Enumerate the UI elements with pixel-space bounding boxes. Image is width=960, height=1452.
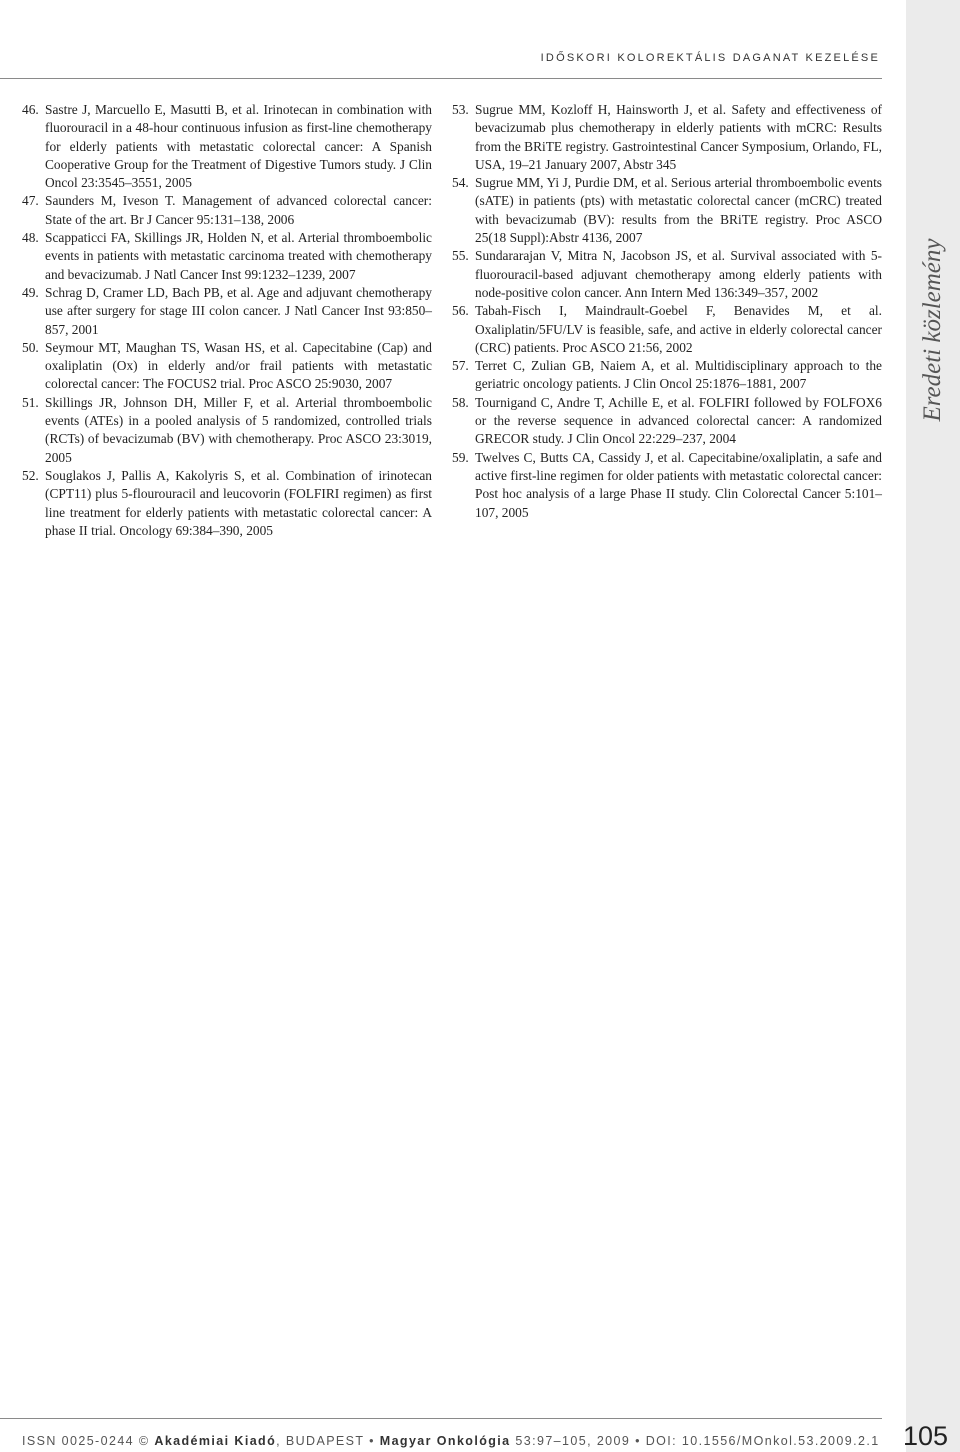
reference-number: 54.: [452, 175, 469, 191]
reference-number: 56.: [452, 303, 469, 319]
reference-text: Sastre J, Marcuello E, Masutti B, et al. Irinotecan in combination with fluorouracil in a 48-hour continuous infusion as first-line chemotherapy for elderly patients with metastatic colorectal cancer: A Spanish Cooperative Group for the Treatment of Digestive Tumors study. J Clin Oncol 23:3545–3551, 2005: [45, 102, 432, 191]
reference-text: Scappaticci FA, Skillings JR, Holden N, et al. Arterial thromboembolic events in patients with metastatic carcinoma treated with chemotherapy and bevacizumab. J Natl Cancer Inst 99:1232–1239, 2007: [45, 230, 432, 282]
reference-number: 46.: [22, 102, 39, 117]
reference-text: Sugrue MM, Yi J, Purdie DM, et al. Serious arterial thromboembolic events (sATE) in patients (pts) with metastatic colorectal cancer (mCRC) treated with bevacizumab (BV): results from the BRiTE registry. Proc ASCO 25(18 Suppl):Abstr 4136, 2007: [475, 175, 882, 246]
header-divider: [0, 78, 882, 79]
references-left-column: [22, 101, 432, 540]
reference-number: 51.: [22, 394, 39, 410]
reference-text: Skillings JR, Johnson DH, Miller F, et al. Arterial thromboembolic events (ATEs) in a pooled analysis of 5 randomized, controlled trials (RCTs) of bevacizumab (BV) with chemotherapy. Proc ASCO 23:3019, 2005: [45, 394, 432, 465]
reference-number: 57.: [452, 358, 469, 374]
city: , BUDAPEST •: [276, 1434, 375, 1448]
reference-number: 49.: [22, 284, 39, 300]
reference-text: Souglakos J, Pallis A, Kakolyris S, et al. Combination of irinotecan (CPT11) plus 5-flourouracil and leucovorin (FOLFIRI regimen) as first line treatment for elderly patients with metastatic colorectal cancer: A phase II trial. Oncology 69:384–390, 2005: [45, 467, 432, 538]
reference-item: [452, 247, 882, 302]
footer-divider: [0, 1418, 882, 1419]
reference-item: [452, 394, 882, 449]
reference-number: 48.: [22, 230, 39, 246]
reference-text: Tournigand C, Andre T, Achille E, et al. FOLFIRI followed by FOLFOX6 or the reverse sequence in advanced colorectal cancer: A randomized GRECOR study. J Clin Oncol 22:229–237, 2004: [475, 394, 882, 447]
section-label: Eredeti közlemény: [919, 238, 946, 422]
reference-item: [452, 174, 882, 247]
reference-text: Terret C, Zulian GB, Naiem A, et al. Multidisciplinary approach to the geriatric oncology patients. J Clin Oncol 25:1876–1881, 2007: [475, 358, 882, 392]
references-right-column: [452, 101, 882, 522]
reference-number: 53.: [452, 102, 469, 117]
reference-number: 47.: [22, 193, 39, 209]
reference-number: 59.: [452, 449, 469, 465]
reference-number: 52.: [22, 467, 39, 483]
publisher: Akadémiai Kiadó: [154, 1434, 277, 1448]
reference-number: 55.: [452, 248, 469, 264]
reference-text: Seymour MT, Maughan TS, Wasan HS, et al. Capecitabine (Cap) and oxaliplatin (Ox) in elderly and/or frail patients with metastatic colorectal cancer: The FOCUS2 trial. Proc ASCO 25:9030, 2007: [45, 339, 432, 392]
reference-text: Sundararajan V, Mitra N, Jacobson JS, et al. Survival associated with 5-fluorouracil-based adjuvant chemotherapy among elderly patients with node-positive colon cancer. Ann Intern Med 136:349–357, 2002: [475, 248, 882, 300]
reference-item: [452, 449, 882, 522]
reference-text: Twelves C, Butts CA, Cassidy J, et al. Capecitabine/oxaliplatin, a safe and active first-line regimen for older patients with metastatic colorectal cancer: Post hoc analysis of a large Phase II study. Clin Colorectal Cancer 5:101–107, 2005: [475, 449, 882, 520]
reference-item: [452, 357, 882, 394]
reference-item: [22, 339, 432, 394]
reference-item: [22, 284, 432, 339]
reference-item: [22, 101, 432, 192]
reference-text: Sugrue MM, Kozloff H, Hainsworth J, et al. Safety and effectiveness of bevacizumab plus chemotherapy in elderly patients with mCRC: Results from the BRiTE registry. Gastrointestinal Cancer Symposium, Orlando, FL, USA, 19–21 January 2007, Abstr 345: [475, 102, 882, 172]
side-tab: [906, 0, 960, 1452]
reference-item: [22, 229, 432, 284]
issn: ISSN 0025-0244 ©: [22, 1434, 150, 1448]
reference-text: Tabah-Fisch I, Maindrault-Goebel F, Benavides M, et al. Oxaliplatin/5FU/LV is feasible, safe, and active in elderly colorectal cancer (CRC) patients. Proc ASCO 21:56, 2002: [475, 303, 882, 355]
reference-item: [452, 302, 882, 357]
reference-item: [22, 467, 432, 540]
journal-name: Magyar Onkológia: [379, 1434, 511, 1448]
footer-citation: [22, 1434, 880, 1448]
reference-number: 58.: [452, 394, 469, 410]
page-number: 105: [902, 1421, 948, 1451]
running-head: IDŐSKORI KOLOREKTÁLIS DAGANAT KEZELÉSE: [540, 52, 880, 64]
reference-text: Schrag D, Cramer LD, Bach PB, et al. Age and adjuvant chemotherapy use after surgery for stage III colon cancer. J Natl Cancer Inst 93:850–857, 2001: [45, 284, 432, 337]
reference-item: [452, 101, 882, 174]
reference-text: Saunders M, Iveson T. Management of advanced colorectal cancer: State of the art. Br J Cancer 95:131–138, 2006: [45, 193, 432, 227]
reference-number: 50.: [22, 339, 39, 355]
reference-item: [22, 192, 432, 229]
reference-item: [22, 394, 432, 467]
citation-info: 53:97–105, 2009 • DOI: 10.1556/MOnkol.53.2009.2.1: [515, 1434, 880, 1448]
